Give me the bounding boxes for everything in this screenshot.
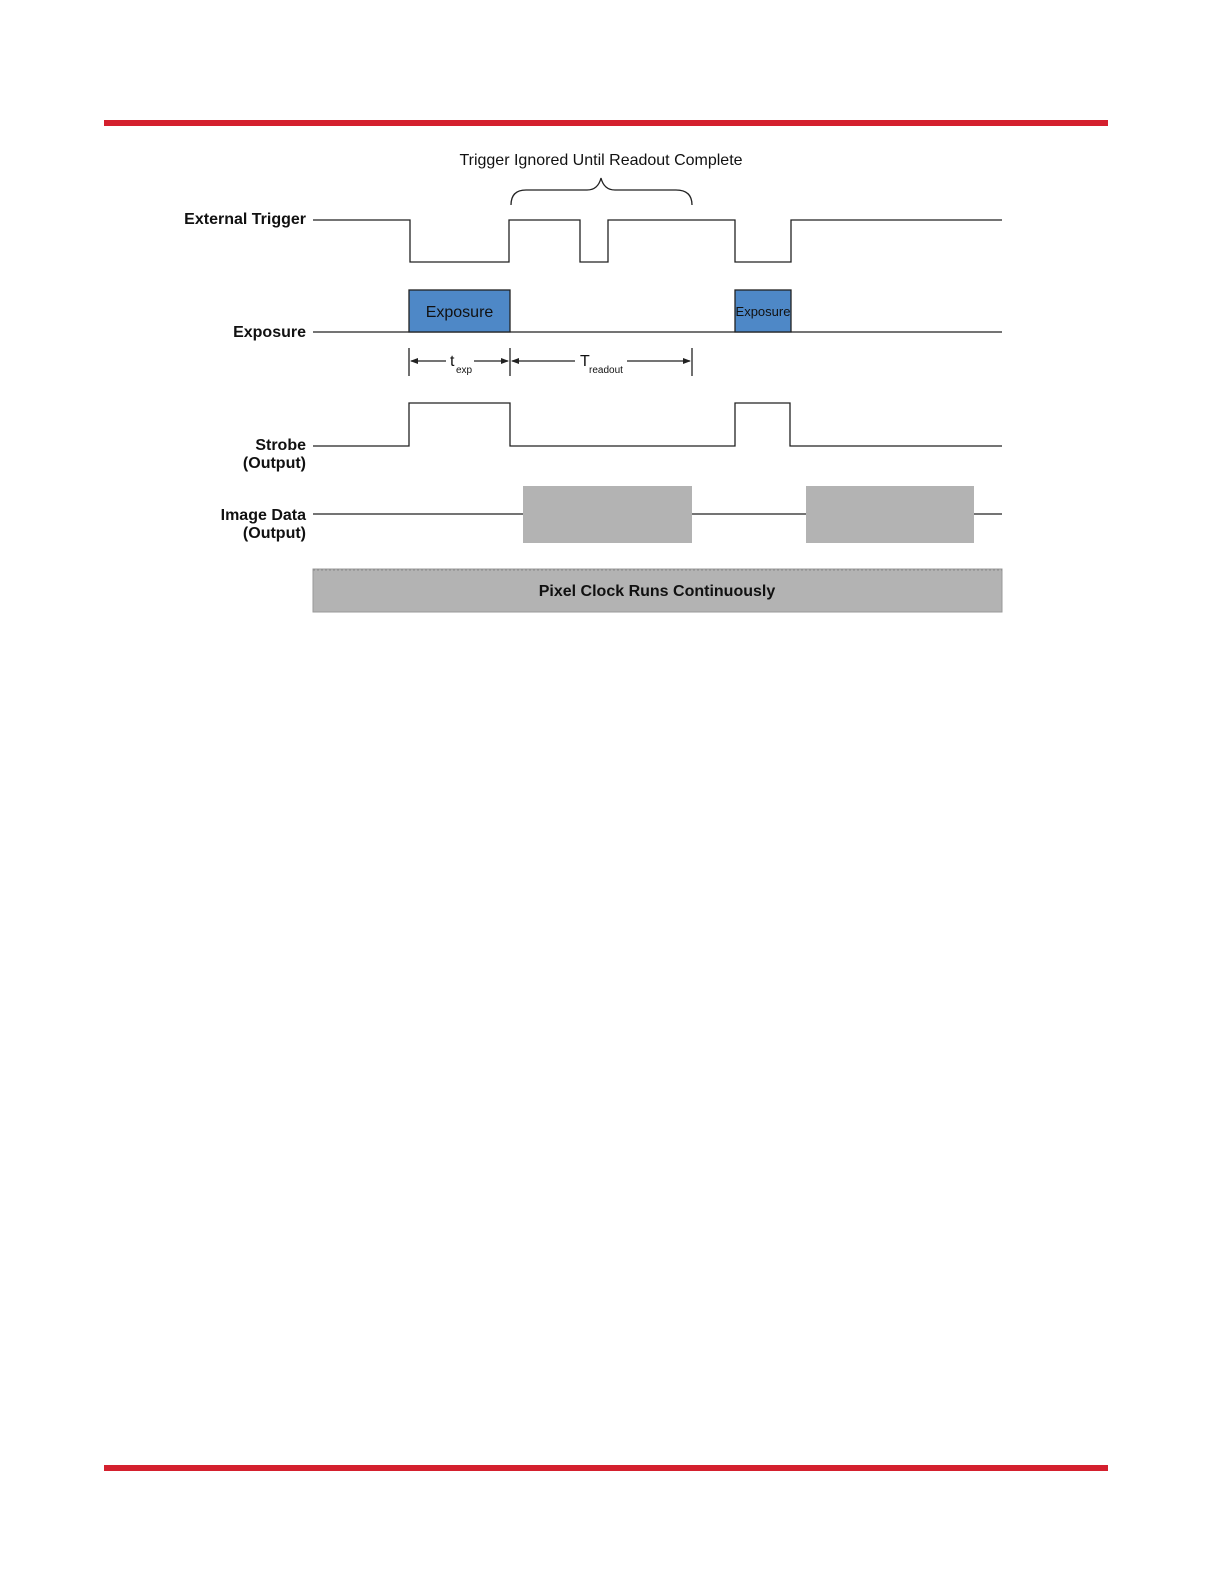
external-trigger-label: External Trigger bbox=[184, 211, 306, 228]
exposure-label: Exposure bbox=[233, 324, 306, 341]
external-trigger-waveform bbox=[313, 220, 1002, 262]
image-data-block-2 bbox=[806, 486, 974, 543]
image-data-sub-label: (Output) bbox=[242, 525, 306, 542]
strobe-waveform bbox=[313, 403, 1002, 446]
t-readout-main: T bbox=[580, 353, 590, 370]
exposure-box-2-label: Exposure bbox=[735, 304, 791, 319]
exposure-box-1-label: Exposure bbox=[425, 304, 494, 321]
image-data-label: Image Data bbox=[220, 507, 306, 524]
annotation-label: Trigger Ignored Until Readout Complete bbox=[459, 152, 743, 169]
t-exp-main: t bbox=[450, 353, 455, 370]
t-exp-sub: exp bbox=[456, 365, 473, 376]
t-readout-sub: readout bbox=[589, 365, 623, 376]
pixel-clock-label: Pixel Clock Runs Continuously bbox=[538, 583, 776, 600]
strobe-sub-label: (Output) bbox=[242, 455, 306, 472]
image-data-block-1 bbox=[523, 486, 692, 543]
strobe-label: Strobe bbox=[255, 437, 306, 454]
annotation-brace bbox=[511, 178, 692, 205]
